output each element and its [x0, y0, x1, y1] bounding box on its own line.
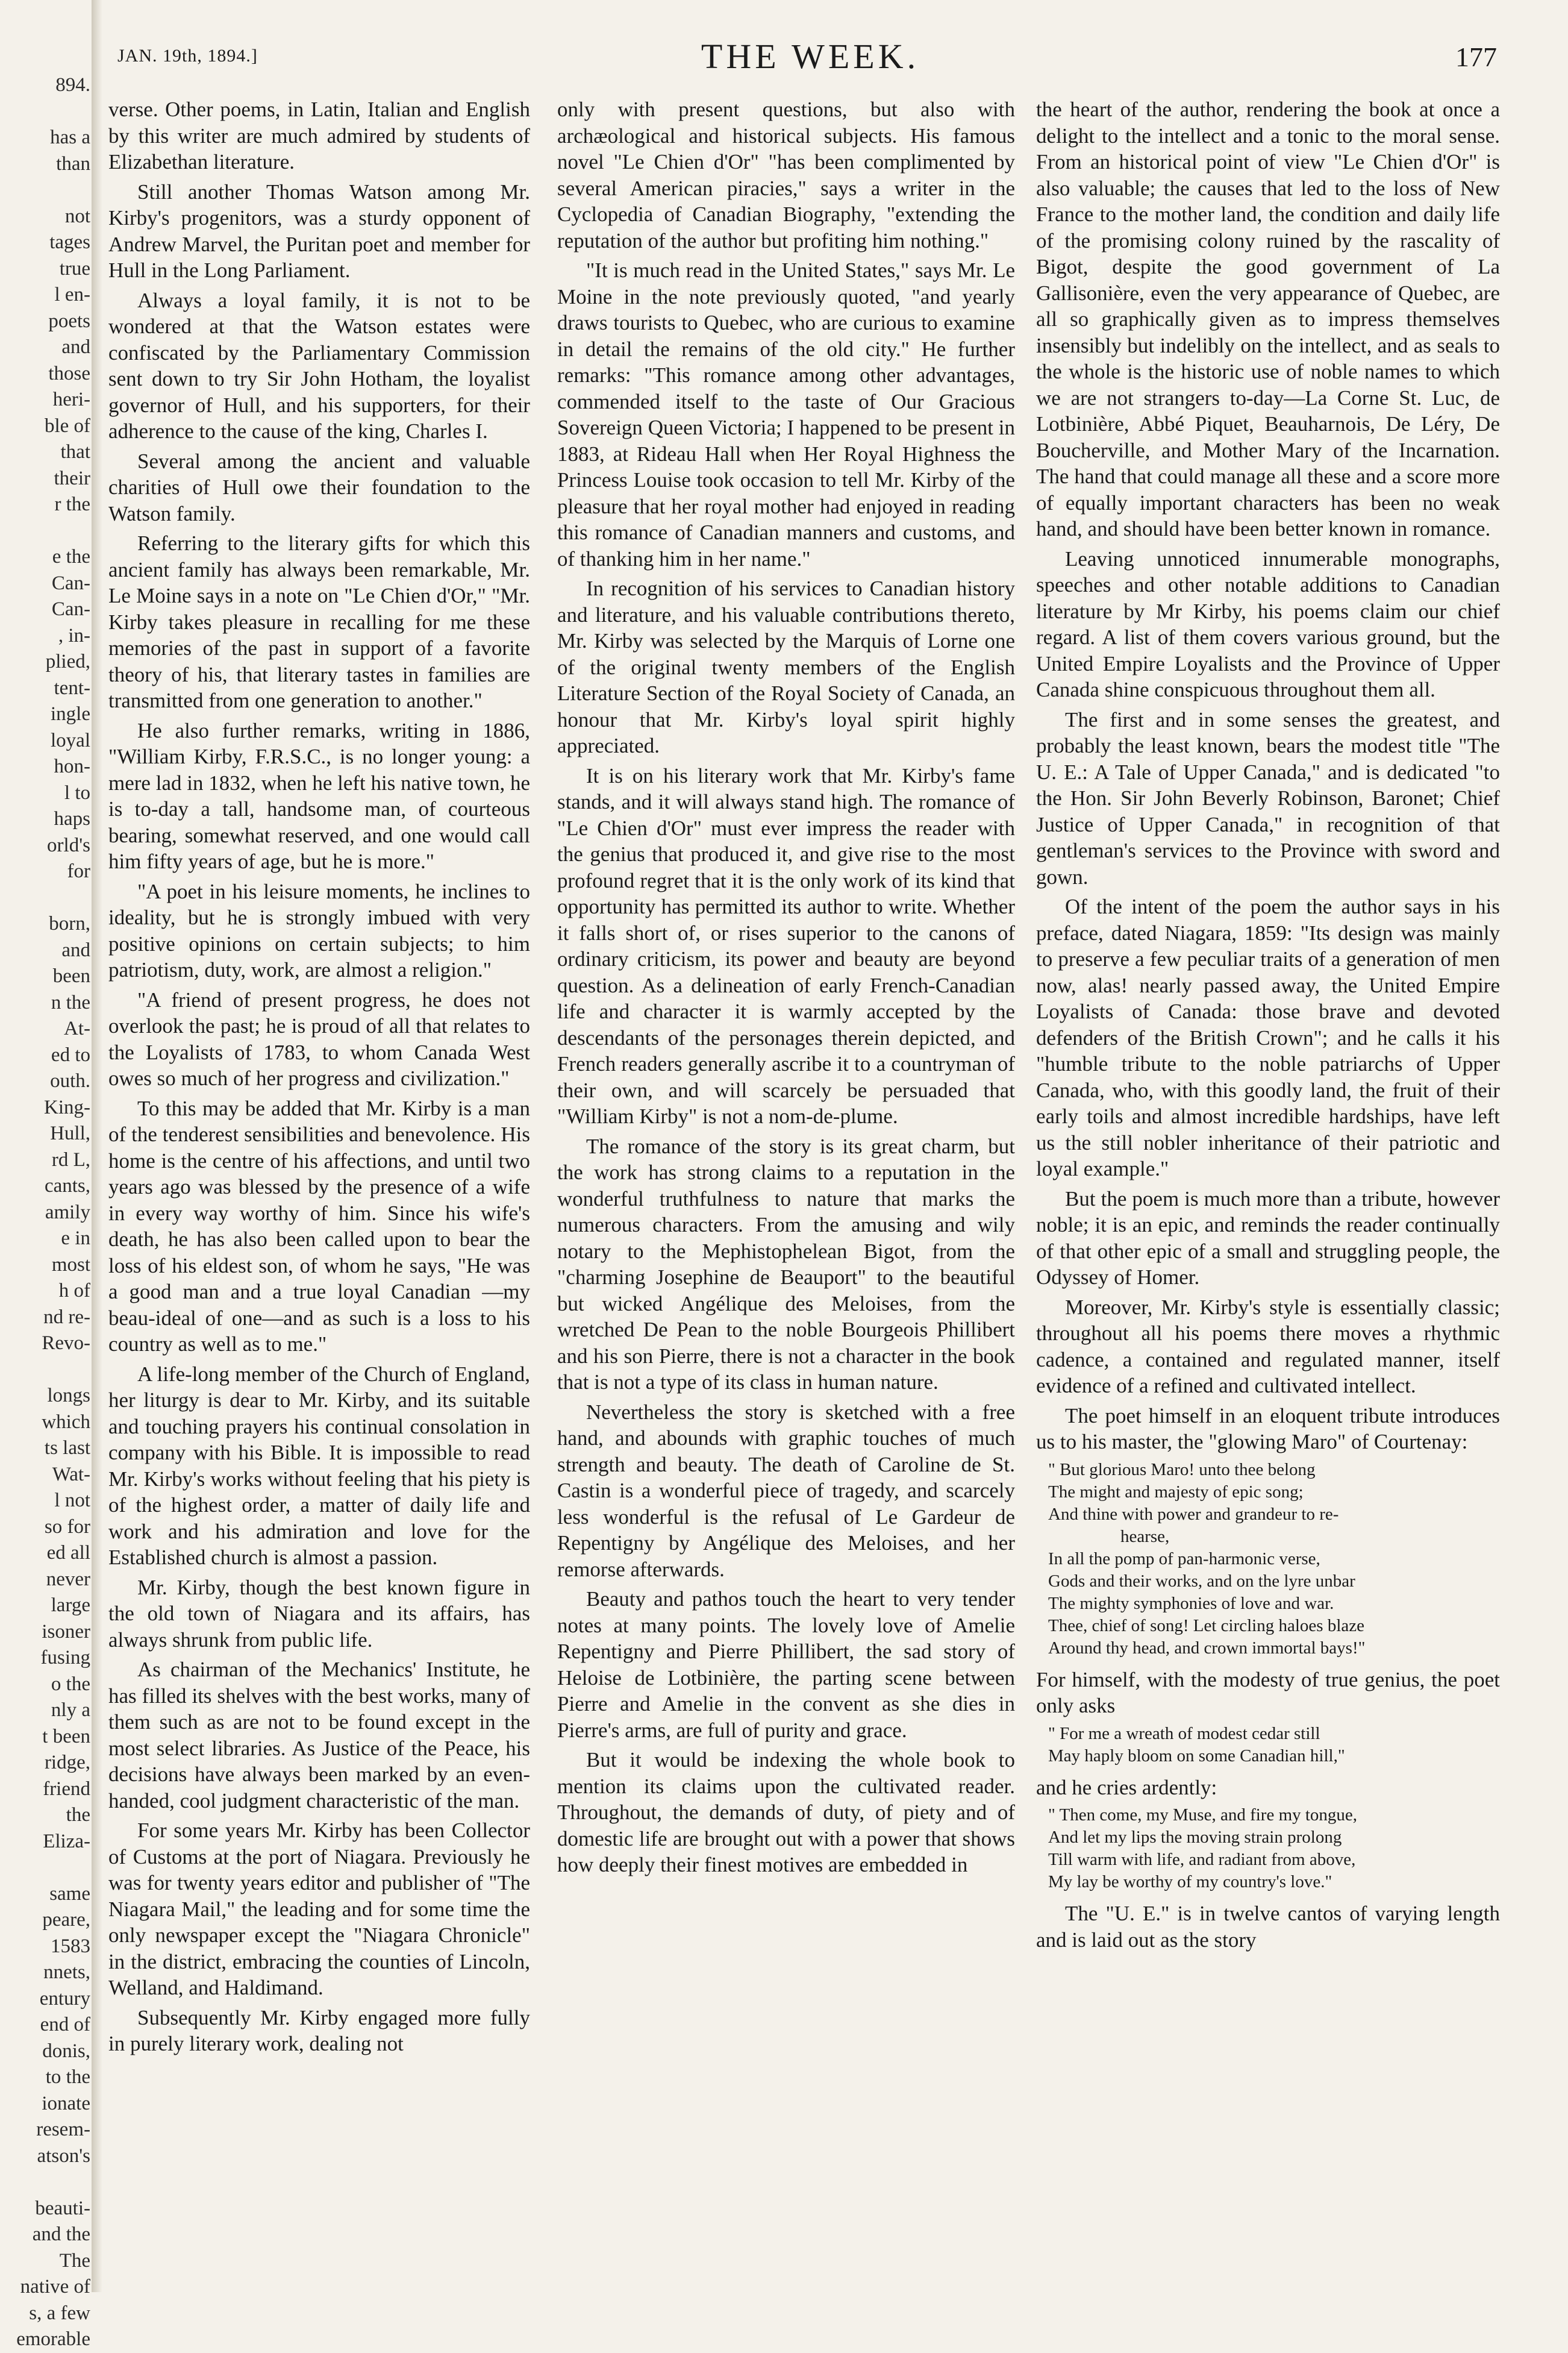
- edge-fragment: heri-: [52, 389, 90, 410]
- edge-fragment: and: [61, 939, 90, 961]
- edge-fragment: fusing: [40, 1647, 90, 1668]
- paragraph: "A poet in his leisure moments, he inclines to ideality, but he is strongly imbued with very positive opinions on certain subjects; to him patriotism, duty, work, are almost a religion.": [108, 879, 530, 982]
- edge-fragment: true: [59, 257, 90, 280]
- paragraph: But the poem is much more than a tribute, however noble; it is an epic, and reminds the reader continually of that other epic of a small and struggling people, the Odyssey of Homer.: [1036, 1186, 1500, 1289]
- edge-fragment: end of: [40, 2014, 90, 2035]
- edge-fragment: so for: [44, 1515, 90, 1538]
- edge-fragment: which: [42, 1411, 90, 1433]
- paragraph: "It is much read in the United States," says Mr. Le Moine in the note previously quoted, "and yearly draws tourists to Quebec, who are curious to examine in detail the remains of the old city." He further remarks: "This romance among other advantages, commended itself to the taste of Our Gracious Sovereign Queen Victoria; I happened to be present in 1883, at Rideau Hall when Her Royal Highness the Princess Louise took occasion to tell Mr. Kirby of the pleasure that her royal mother had enjoyed in reading this romance of Canadian manners and customs, and of thanking him in her name.": [557, 258, 1015, 571]
- poem-line: " But glorious Maro! unto thee belong: [1048, 1459, 1316, 1479]
- paragraph: Referring to the literary gifts for which this ancient family has always been remarkable, Mr. Le Moine says in a note on "Le Chien d'Or," "Mr. Kirby takes pleasure in recalling for me these memories of the past in support of a favorite theory of his, that literary tastes in families are transmitted from one generation to another.": [108, 531, 530, 712]
- edge-fragment: e in: [61, 1227, 90, 1249]
- column-3-text-a: [1036, 96, 1500, 1455]
- edge-fragment: r the: [54, 493, 90, 515]
- edge-fragment: resem-: [36, 2119, 90, 2140]
- column-2: [557, 96, 1015, 2278]
- poem-line: And let my lips the moving strain prolong: [1048, 1828, 1342, 1847]
- edge-fragment: born,: [49, 913, 90, 935]
- edge-fragment: tent-: [54, 677, 90, 699]
- edge-fragment: [0, 1855, 90, 1881]
- edge-fragment: than: [56, 152, 90, 175]
- edge-fragment: l to: [64, 782, 90, 804]
- edge-fragment: entury: [39, 1987, 90, 2010]
- edge-fragment: Eliza-: [43, 1830, 90, 1852]
- edge-fragment: most: [51, 1253, 90, 1276]
- edge-fragment: nd re-: [43, 1306, 90, 1328]
- poem-line: Around thy head, and crown immortal bays!": [1048, 1638, 1366, 1658]
- edge-fragment: ridge,: [44, 1752, 90, 1773]
- poem-line: My lay be worthy of my country's love.": [1048, 1872, 1332, 1891]
- edge-fragment: that: [60, 441, 90, 463]
- edge-fragment: been: [52, 965, 90, 987]
- paragraph: Moreover, Mr. Kirby's style is essentially classic; throughout all his poems there moves a rhythmic cadence, a contained and regulated manner, itself evidence of a refined and cultivated intellect.: [1036, 1295, 1500, 1397]
- paragraph: Of the intent of the poem the author says in his preface, dated Niagara, 1859: "Its design was mainly to preserve a few peculiar traits of a generation of men now, alas! nearly passed away, the United Empire Loyalists of Canada: those brave and devoted defenders of the British Crown"; and he calls it his "humble tribute to the noble patriarchs of Upper Canada, who, with this goodly land, the fruit of their early toils and almost incredible hardships, have left us the still nobler inheritance of their patriotic and loyal example.": [1036, 895, 1500, 1180]
- column-3-text-c: and he cries ardently:: [1036, 1775, 1217, 1799]
- edge-fragment: orld's: [47, 834, 90, 856]
- edge-fragment: has a: [50, 127, 90, 148]
- poem-quote-muse: [1048, 1804, 1500, 1893]
- edge-fragment: never: [46, 1568, 90, 1590]
- column-1: [108, 96, 530, 2278]
- poem-line: In all the pomp of pan-harmonic verse,: [1048, 1549, 1320, 1568]
- paragraph: "A friend of present progress, he does not overlook the past; he is proud of all that relates to the Loyalists of 1783, to whom Canada West owes so much of her progress and civilization.": [108, 988, 530, 1090]
- paragraph: Mr. Kirby, though the best known figure in the old town of Niagara and its affairs, has always shrunk from public life.: [108, 1575, 530, 1652]
- edge-fragment: amily: [45, 1201, 90, 1223]
- edge-fragment: n the: [51, 991, 90, 1014]
- edge-fragment: e the: [52, 546, 90, 568]
- edge-fragment: donis,: [42, 2040, 90, 2062]
- edge-fragment: l not: [54, 1490, 90, 1511]
- edge-fragment: hon-: [54, 756, 90, 777]
- edge-fragment: [0, 885, 90, 912]
- edge-fragment: Revo-: [42, 1332, 90, 1354]
- edge-fragment: The: [59, 2249, 90, 2272]
- poem-line: hearse,: [1120, 1526, 1170, 1546]
- paragraph: As chairman of the Mechanics' Institute, he has filled its shelves with the best works, many of them such as are not to be found except in the most select libraries. As Justice of the Peace, his decisions have always been marked by an even-handed, cool judgment characteristic of the man.: [108, 1658, 530, 1813]
- edge-fragment: o the: [51, 1673, 90, 1695]
- paragraph: Always a loyal family, it is not to be wondered at that the Watson estates were confiscated by the Parliamentary Commission sent down to try Sir John Hotham, the loyalist governor of Hull, and his supporters, for their adherence to the cause of the king, Charles I.: [108, 288, 530, 443]
- paragraph: Subsequently Mr. Kirby engaged more fully in purely literary work, dealing not: [108, 2005, 530, 2055]
- page-number: 177: [1455, 42, 1497, 72]
- edge-fragment: loyal: [51, 729, 90, 751]
- edge-fragment: [0, 518, 90, 545]
- poem-line: The might and majesty of epic song;: [1048, 1482, 1304, 1502]
- edge-fragment: haps: [54, 808, 90, 830]
- paragraph: Nevertheless the story is sketched with a free hand, and abounds with graphic touches of much strength and beauty. The death of Caroline de St. Castin is a wonderful piece of tragedy, and scarcely less wonderful is the refusal of Le Gardeur de Repentigny by Angélique des Meloises, and her remorse afterwards.: [557, 1400, 1015, 1581]
- paragraph: But it would be indexing the whole book to mention its claims upon the cultivated reader. Throughout, the demands of duty, of piety and of domestic life are brought out with a power that shows how deeply their finest motives are embedded in: [557, 1748, 1015, 1876]
- column-3-text-d: The "U. E." is in twelve cantos of varying length and is laid out as the story: [1036, 1902, 1500, 1952]
- edge-fragment: , in-: [58, 624, 90, 647]
- paragraph: In recognition of his services to Canadian history and literature, and his valuable contributions thereto, Mr. Kirby was selected by the Marquis of Lorne one of the original twenty members of the English Literature Section of the Royal Society of Canada, an honour that Mr. Kirby's loyal spirit highly appreciated.: [557, 577, 1015, 757]
- edge-fragment: those: [48, 362, 90, 384]
- paragraph: To this may be added that Mr. Kirby is a man of the tenderest sensibilities and benevolence. His home is the centre of his affections, and until two years ago was blessed by the presence of a wife in every way worthy of him. Since his wife's death, he has also been called upon to bear the loss of his eldest son, of whom he says, "He was a good man and a true loyal Canadian —my beau-ideal of one—and as such is a loss to his country as well as to me.": [108, 1096, 530, 1356]
- issue-date: JAN. 19th, 1894.]: [117, 46, 258, 66]
- edge-fragment: rd L,: [51, 1148, 90, 1171]
- edge-fragment: to the: [45, 2066, 90, 2088]
- edge-fragment: nnets,: [43, 1961, 90, 1983]
- edge-fragment: longs: [47, 1385, 90, 1406]
- paragraph: For some years Mr. Kirby has been Collector of Customs at the port of Niagara. Previously he was for twenty years editor and publisher of "The Niagara Mail," the leading and for some time the only newspaper except the "Niagara Chronicle" in the district, embracing the counties of Lincoln, Welland, and Haldimand.: [108, 1819, 530, 1999]
- page-header: [117, 36, 1503, 84]
- edge-fragment: the: [66, 1804, 90, 1826]
- edge-fragment: outh.: [50, 1070, 90, 1092]
- edge-fragment: [0, 2169, 90, 2196]
- edge-fragment: 1583: [51, 1935, 90, 1957]
- paragraph: It is on his literary work that Mr. Kirby's fame stands, and it will always stand high. The romance of "Le Chien d'Or" must ever impress the reader with the genius that produced it, and give rise to the most profound regret that it is the only work of its kind that opportunity has permitted its author to write. Whether it falls short of, or rises superior to the canons of ordinary criticism, its power and beauty are beyond question. As a delineation of early French-Canadian life and character it is warmly accepted by the descendants of the personages therein depicted, and French readers generally ascribe it to a countryman of their own, and will scarcely be persuaded that "William Kirby" is not a nom-de-plume.: [557, 763, 1015, 1128]
- edge-fragment: Hull,: [50, 1123, 90, 1144]
- edge-fragment: beauti-: [35, 2197, 90, 2219]
- edge-fragment: ble of: [44, 415, 90, 437]
- edge-fragment: large: [51, 1594, 90, 1616]
- edge-fragment: native of: [20, 2276, 90, 2298]
- edge-fragment: plied,: [45, 651, 90, 672]
- poem-line: " For me a wreath of modest cedar still: [1048, 1723, 1320, 1743]
- edge-fragment: ts last: [44, 1437, 90, 1459]
- edge-fragment: same: [49, 1882, 90, 1905]
- poem-line: The mighty symphonies of love and war.: [1048, 1593, 1334, 1613]
- edge-fragment: ed to: [51, 1044, 90, 1066]
- column-3: [1036, 96, 1500, 2278]
- edge-fragment: [0, 1357, 90, 1383]
- edge-fragment: tages: [49, 231, 90, 253]
- paragraph: He also further remarks, writing in 1886, "William Kirby, F.R.S.C., is no longer young: a mere lad in 1832, when he left his native town, he is to-day a tall, handsome man, of courteous bearing, somewhat reserved, and one would call him fifty years of age, but he is more.": [108, 718, 530, 873]
- edge-fragment: 894.: [55, 74, 90, 96]
- edge-fragment: King-: [44, 1096, 90, 1118]
- left-page-edge-fragments: [0, 72, 90, 2350]
- edge-fragment: their: [54, 467, 90, 489]
- edge-fragment: friend: [43, 1778, 90, 1800]
- edge-fragment: not: [64, 205, 90, 227]
- edge-fragment: Can-: [51, 598, 90, 620]
- edge-fragment: Can-: [51, 572, 90, 594]
- edge-fragment: ionate: [42, 2092, 90, 2114]
- edge-fragment: l en-: [54, 284, 90, 305]
- column-3-text-b: For himself, with the modesty of true genius, the poet only asks: [1036, 1667, 1500, 1717]
- paragraph: Beauty and pathos touch the heart to very tender notes at many points. The lovely love of Amelie Repentigny and Pierre Phillibert, the sad story of Heloise de Lotbinière, the parting scene between Pierre and Amelie in the convent as she dies in Pierre's arms, are full of purity and grace.: [557, 1587, 1015, 1742]
- poem-line: And thine with power and grandeur to re-: [1048, 1504, 1339, 1524]
- masthead-title: THE WEEK.: [701, 37, 920, 76]
- paragraph: A life-long member of the Church of England, her liturgy is dear to Mr. Kirby, and its suitable and touching prayers his continual consolation in company with his Bible. It is impossible to read Mr. Kirby's works without feeling that his piety is of the highest order, a matter of daily life and work and his admiration and love for the Established church is almost a passion.: [108, 1362, 530, 1569]
- edge-fragment: atson's: [37, 2145, 90, 2167]
- poem-quote-cedar: [1048, 1723, 1500, 1767]
- edge-fragment: emorable: [16, 2328, 90, 2350]
- poem-line: Till warm with life, and radiant from above,: [1048, 1850, 1356, 1869]
- edge-fragment: peare,: [42, 1909, 90, 1931]
- edge-fragment: h of: [58, 1280, 90, 1302]
- paragraph: Still another Thomas Watson among Mr. Kirby's progenitors, was a sturdy opponent of Andrew Marvel, the Puritan poet and member for Hull in the Long Parliament.: [108, 180, 530, 282]
- edge-fragment: ed all: [46, 1542, 90, 1564]
- paragraph: verse. Other poems, in Latin, Italian and English by this writer are much admired by students of Elizabethan literature.: [108, 98, 530, 174]
- poem-quote-maro: [1048, 1459, 1500, 1659]
- paragraph: Leaving unnoticed innumerable monographs, speeches and other notable additions to Canadian literature by Mr Kirby, his poems claim our chief regard. A list of them covers various ground, but the United Empire Loyalists and the Province of Upper Canada shine conspicuous throughout them all.: [1036, 547, 1500, 701]
- paragraph: The first and in some senses the greatest, and probably the least known, bears the modest title "The U. E.: A Tale of Upper Canada," and is dedicated "to the Hon. Sir John Beverly Robinson, Baronet; Chief Justice of Upper Canada," in recognition of that gentleman's services to the Province with sword and gown.: [1036, 707, 1500, 889]
- edge-fragment: and the: [32, 2223, 90, 2245]
- paragraph: The romance of the story is its great charm, but the work has strong claims to a reputation in the wonderful truthfulness to nature that marks the numerous characters. From the amusing and wily notary to the Mephistophelean Bigot, from the "charming Josephine de Beauport" to the beautiful but wicked Angélique des Meloises, from the wretched De Pean to the noble Bourgeois Phillibert and his son Pierre, there is not a character in the book that is not a type of its class in human nature.: [557, 1134, 1015, 1394]
- edge-fragment: Wat-: [52, 1463, 90, 1485]
- paragraph: Several among the ancient and valuable charities of Hull owe their foundation to the Watson family.: [108, 449, 530, 525]
- page-gutter: [92, 0, 102, 2292]
- edge-fragment: [0, 177, 90, 204]
- poem-line: " Then come, my Muse, and fire my tongue,: [1048, 1805, 1358, 1825]
- poem-line: Thee, chief of song! Let circling haloes blaze: [1048, 1615, 1364, 1635]
- poem-line: May haply bloom on some Canadian hill,": [1048, 1746, 1345, 1766]
- edge-fragment: s, a few: [29, 2302, 90, 2324]
- paragraph: the heart of the author, rendering the book at once a delight to the intellect and a tonic to the moral sense. From an historical point of view "Le Chien d'Or" is also valuable; the causes that led to the loss of New France to the mother land, the condition and daily life of the promising colony ruined by the rascality of Bigot, despite the good government of La Gallisonière, even the very appearance of Quebec, are all so graphically given as to impress themselves insensibly but indelibly on the intellect, and as seals to the whole is the historic use of noble names to which we are not strangers to-day—La Corne St. Luc, de Lotbinière, Abbé Piquet, Beauharnois, De Léry, De Boucherville, and Mother Mary of the Incarnation. The hand that could manage all these and a score more of equally important characters has been no weak hand, and should have been better known in romance.: [1036, 98, 1500, 540]
- edge-fragment: t been: [42, 1725, 90, 1747]
- edge-fragment: poets: [48, 310, 90, 332]
- edge-fragment: and: [61, 336, 90, 358]
- edge-fragment: ingle: [51, 703, 90, 725]
- edge-fragment: [0, 99, 90, 125]
- edge-fragment: At-: [64, 1018, 90, 1039]
- paragraph: The poet himself in an eloquent tribute introduces us to his master, the "glowing Maro" of Courtenay:: [1036, 1403, 1500, 1453]
- edge-fragment: isoner: [42, 1620, 90, 1643]
- edge-fragment: cants,: [44, 1175, 90, 1197]
- poem-line: Gods and their works, and on the lyre unbar: [1048, 1571, 1355, 1591]
- edge-fragment: nly a: [51, 1699, 90, 1721]
- edge-fragment: for: [67, 860, 90, 882]
- paragraph: only with present questions, but also with archæological and historical subjects. His famous novel "Le Chien d'Or" "has been complimented by several American piracies," says a writer in the Cyclopedia of Canadian Biography, "extending the reputation of the author but profiting him nothing.": [557, 98, 1015, 252]
